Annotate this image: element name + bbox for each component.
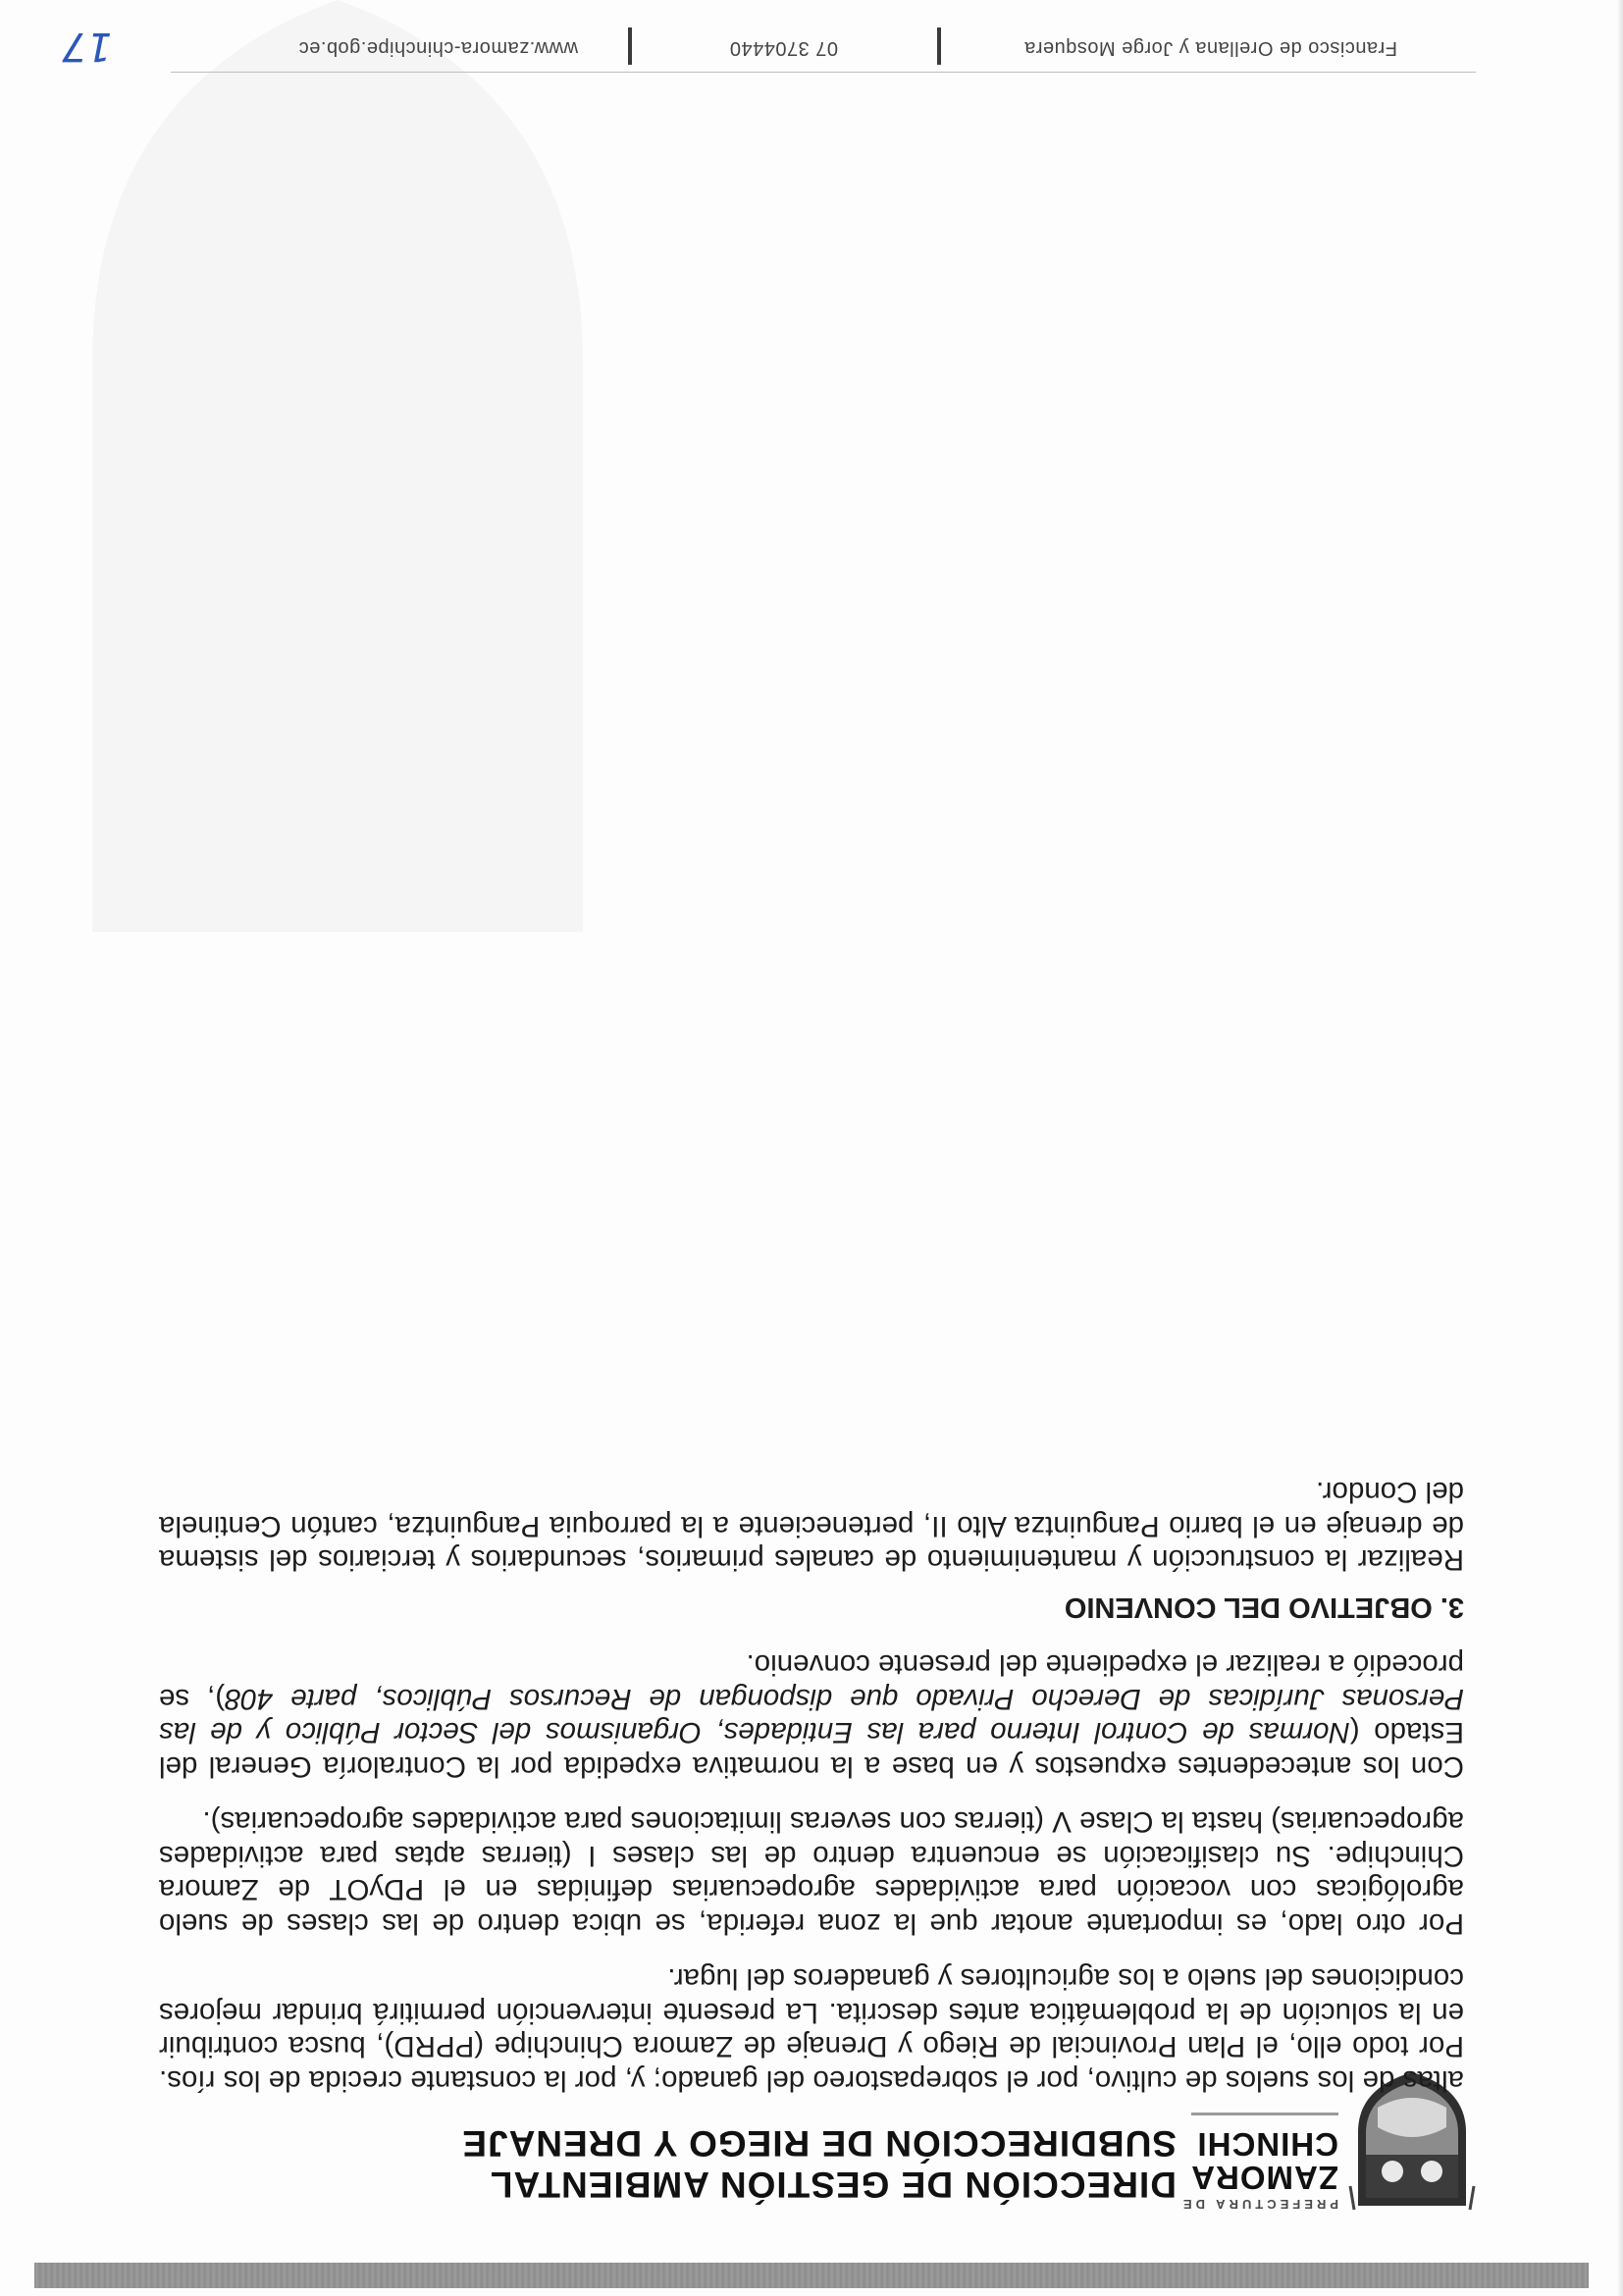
footer-separator	[937, 27, 941, 65]
prefectura-small-label: PREFECTURA DE	[1178, 2197, 1338, 2212]
handwritten-page-number: 17	[62, 24, 112, 69]
footer-website: www.zamora-chinchipe.gob.ec	[298, 37, 578, 59]
watermark-shield-icon	[73, 0, 602, 971]
paragraph-3-start: Con los antecedentes expuestos y en base a la normativa expedida por la Contraloría General del Estado (	[159, 1716, 1464, 1783]
department-title: DIRECCIÓN DE GESTIÓN AMBIENTAL	[489, 2165, 1177, 2205]
letterhead-top-bar	[34, 2263, 1589, 2288]
document-body	[159, 1475, 1464, 2097]
paragraph-1: altas de los suelos de cultivo, por el sobrepastoreo del ganado; y, por la constante crecida de los ríos. Por todo ello, el Plan Provincial de Riego y Drenaje de Zamora Chinchipe (PPRD), busca contribuir en la solución de la problemática antes descrita. La presente intervención permitirá brindar mejores condiciones del suelo a los agricultores y ganaderos del lugar.	[159, 1962, 1464, 2097]
footer-separator	[628, 27, 632, 65]
footer-phone: 07 3704440	[729, 37, 838, 59]
paragraph-3-end: ), se procedió a realizar el expediente del presente convenio.	[158, 1648, 1464, 1715]
paragraph-4: Realizar la construcción y mantenimiento de canales primarios, secundarios y terciarios del sistema de drenaje en el barrio Panguintza Alto II, perteneciente a la parroquia Panguintza, cantón Centinela del Condor.	[159, 1476, 1464, 1577]
paragraph-3	[159, 1647, 1464, 1783]
letterhead-rule	[1191, 2113, 1338, 2115]
prefectura-name-line2: CHINCHI	[1196, 2126, 1338, 2163]
paragraph-2: Por otro lado, es importante anotar que la zona referida, se ubica dentro de las clases de suelo agrológicas con vocación para actividades agropecuarias definidas en el PDyOT de Zamora Chinchipe. Su clasificación se encuentra dentro de las clases I (tierras aptas para actividades agropecuarias) hasta la Clase V (tierras con severas limitaciones para actividades agropecuarias).	[159, 1805, 1464, 1940]
footer-rule	[171, 72, 1476, 73]
subdepartment-title: SUBDIRECCIÓN DE RIEGO Y DRENAJE	[461, 2123, 1177, 2164]
section-3-title: 3. OBJETIVO DEL CONVENIO	[1064, 1592, 1464, 1623]
prefectura-name-line1: ZAMORA	[1190, 2160, 1338, 2196]
footer-address: Francisco de Orellana y Jorge Mosquera	[1023, 37, 1397, 59]
paragraph-3-norms: Normas de Control Interno para las Entidades, Organismos del Sector Público y de las Personas Jurídicas de Derecho Privado que dispongan de Recursos Públicos, parte 408	[159, 1683, 1464, 1749]
